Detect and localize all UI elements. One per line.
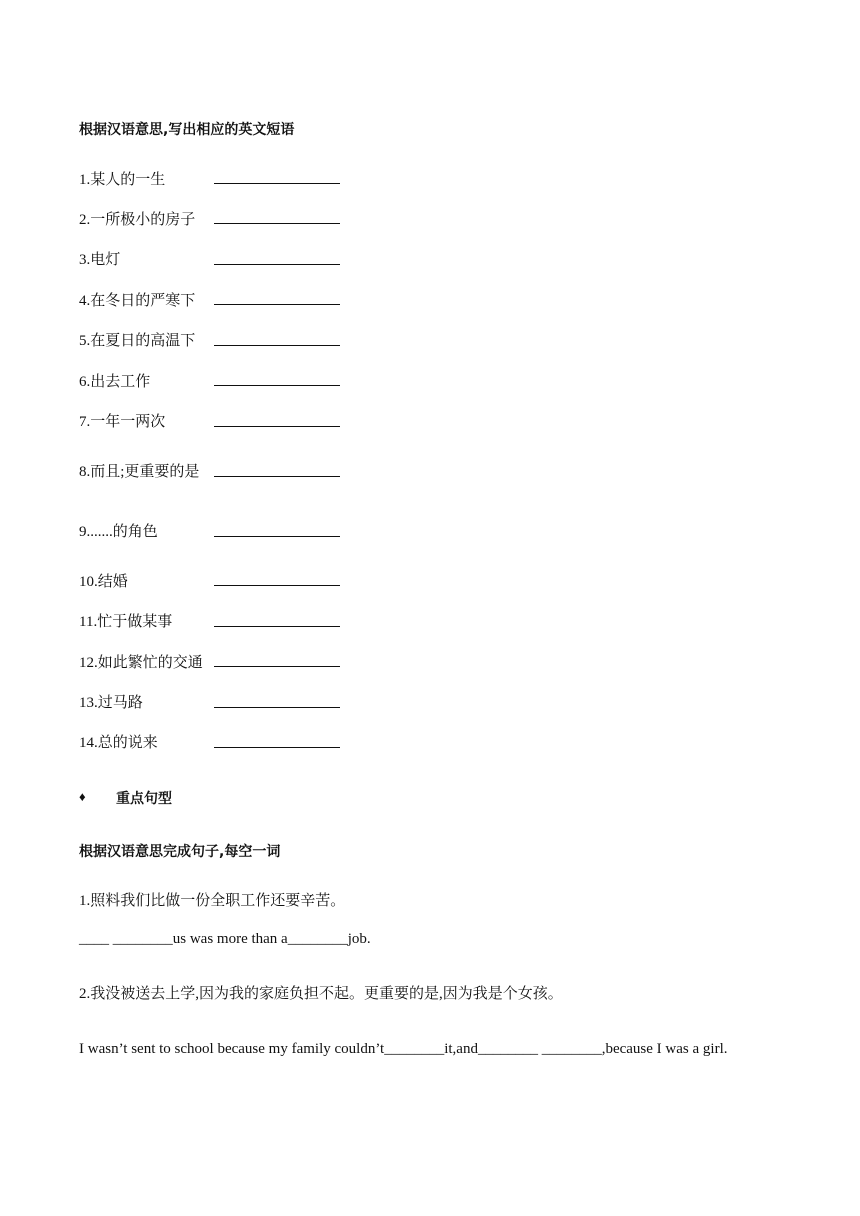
answer-blank[interactable] — [214, 476, 340, 477]
answer-blank[interactable] — [214, 707, 340, 708]
answer-blank[interactable] — [214, 183, 340, 184]
question-1-english: ____ ________us was more than a________job. — [79, 931, 371, 947]
answer-blank[interactable] — [214, 626, 340, 627]
vocab-item-label: 7.一年一两次 — [79, 414, 166, 430]
vocab-item-label: 1.某人的一生 — [79, 172, 166, 188]
answer-blank[interactable] — [214, 585, 340, 586]
vocab-item-label: 12.如此繁忙的交通 — [79, 655, 203, 671]
vocab-item-label: 5.在夏日的高温下 — [79, 333, 196, 349]
answer-blank[interactable] — [214, 426, 340, 427]
answer-blank[interactable] — [214, 345, 340, 346]
vocab-item-label: 6.出去工作 — [79, 374, 151, 390]
section2-heading: 根据汉语意思完成句子,每空一词 — [79, 844, 281, 860]
answer-blank[interactable] — [214, 264, 340, 265]
question-1-chinese: 1.照料我们比做一份全职工作还要辛苦。 — [79, 893, 346, 909]
vocab-item-label: 10.结婚 — [79, 574, 128, 590]
section2-title: 重点句型 — [116, 791, 172, 807]
vocab-item-label: 9.......的角色 — [79, 524, 158, 540]
question-2-english: I wasn’t sent to school because my family couldn’t________it,and________ ________,because I was a girl. — [79, 1041, 728, 1057]
section1-heading: 根据汉语意思,写出相应的英文短语 — [79, 122, 295, 138]
vocab-item-label: 8.而且;更重要的是 — [79, 464, 200, 480]
vocab-item-label: 3.电灯 — [79, 252, 121, 268]
answer-blank[interactable] — [214, 385, 340, 386]
diamond-bullet-icon: ♦ — [79, 789, 86, 804]
answer-blank[interactable] — [214, 536, 340, 537]
vocab-item-label: 2.一所极小的房子 — [79, 212, 196, 228]
vocab-item-label: 13.过马路 — [79, 695, 143, 711]
vocab-item-label: 11.忙于做某事 — [79, 614, 173, 630]
vocab-item-label: 14.总的说来 — [79, 735, 158, 751]
vocab-item-label: 4.在冬日的严寒下 — [79, 293, 196, 309]
answer-blank[interactable] — [214, 304, 340, 305]
answer-blank[interactable] — [214, 747, 340, 748]
answer-blank[interactable] — [214, 223, 340, 224]
answer-blank[interactable] — [214, 666, 340, 667]
question-2-chinese: 2.我没被送去上学,因为我的家庭负担不起。更重要的是,因为我是个女孩。 — [79, 986, 563, 1002]
